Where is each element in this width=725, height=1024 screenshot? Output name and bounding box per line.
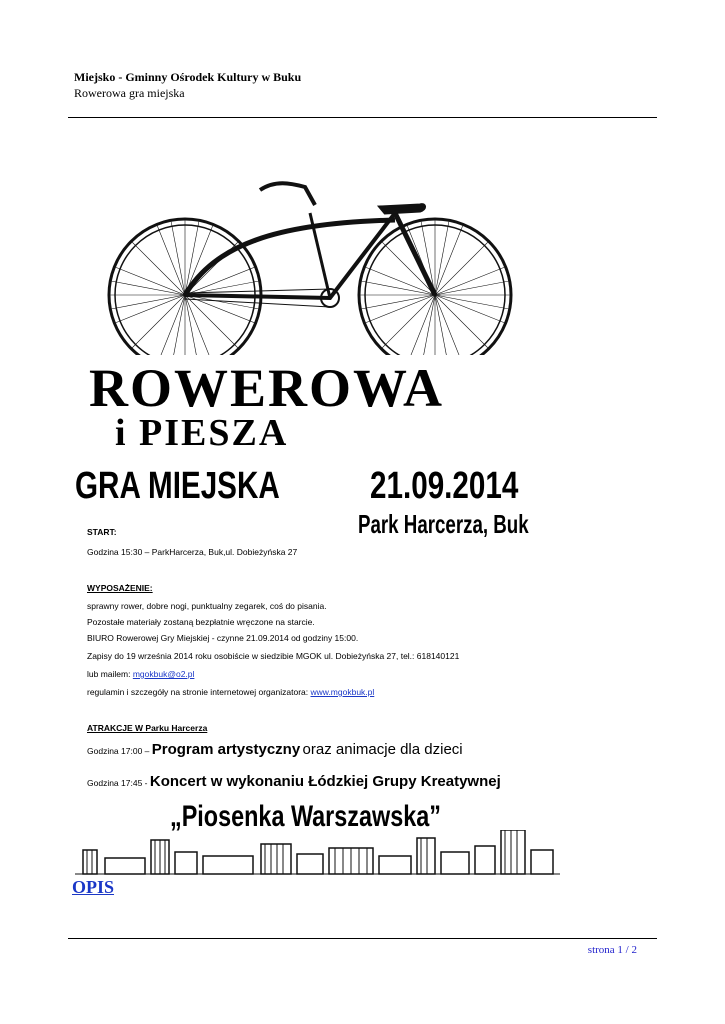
office-text: BIURO Rowerowej Gry Miejskiej - czynne 21.09.2014 od godziny 15:00. [87,633,359,643]
event2-time: Godzina 17:45 - [87,778,148,788]
attractions-label: ATRAKCJE W Parku Harcerza [87,723,208,733]
website-link[interactable]: www.mgokbuk.pl [310,687,375,697]
signup-text: Zapisy do 19 września 2014 roku osobiście w siedzibie MGOK ul. Dobieżyńska 27, tel.: 618140121 [87,651,460,661]
poster-title-line2: i PIESZA [115,412,289,454]
poster-title-line1: ROWEROWA [89,358,445,418]
equipment-text: sprawny rower, dobre nogi, punktualny zegarek, coś do pisania. [87,601,327,611]
header-subtitle: Rowerowa gra miejska [74,86,185,100]
email-link[interactable]: mgokbuk@o2.pl [132,669,195,679]
rules-line [87,687,374,697]
start-text: Godzina 15:30 – ParkHarcerza, Buk,ul. Dobieżyńska 27 [87,547,298,557]
email-prefix: lub mailem: [87,669,131,679]
bicycle-illustration [75,175,560,355]
event1-line [87,741,463,758]
header-title: Miejsko - Gminny Ośrodek Kultury w Buku [74,70,302,84]
bottom-rule [68,938,657,939]
event2-line [87,773,501,790]
poster-place: Park Harcerza, Buk [358,509,529,539]
poster-title-line3: GRA MIEJSKA [75,465,280,507]
event1-rest: oraz animacje dla dzieci [302,741,463,758]
event2-text: Koncert w wykonaniu Łódzkiej Grupy Kreatywnej [149,773,501,790]
poster-date: 21.09.2014 [370,465,519,507]
opis-link[interactable]: OPIS [72,877,115,897]
city-skyline-illustration [75,830,560,875]
page-number: strona 1 / 2 [587,944,637,956]
rules-prefix: regulamin i szczegóły na stronie internetowej organizatora: [87,687,309,697]
equipment-label: WYPOSAŻENIE: [87,583,153,593]
song-title: „Piosenka Warszawska” [170,800,441,833]
top-rule [68,117,657,118]
start-label: START: [87,527,117,537]
materials-text: Pozostałe materiały zostaną bezpłatnie wręczone na starcie. [87,617,315,627]
email-line [87,669,194,679]
event1-bold: Program artystyczny [151,741,301,758]
event1-time: Godzina 17:00 – [87,746,150,756]
event-poster [75,175,560,875]
